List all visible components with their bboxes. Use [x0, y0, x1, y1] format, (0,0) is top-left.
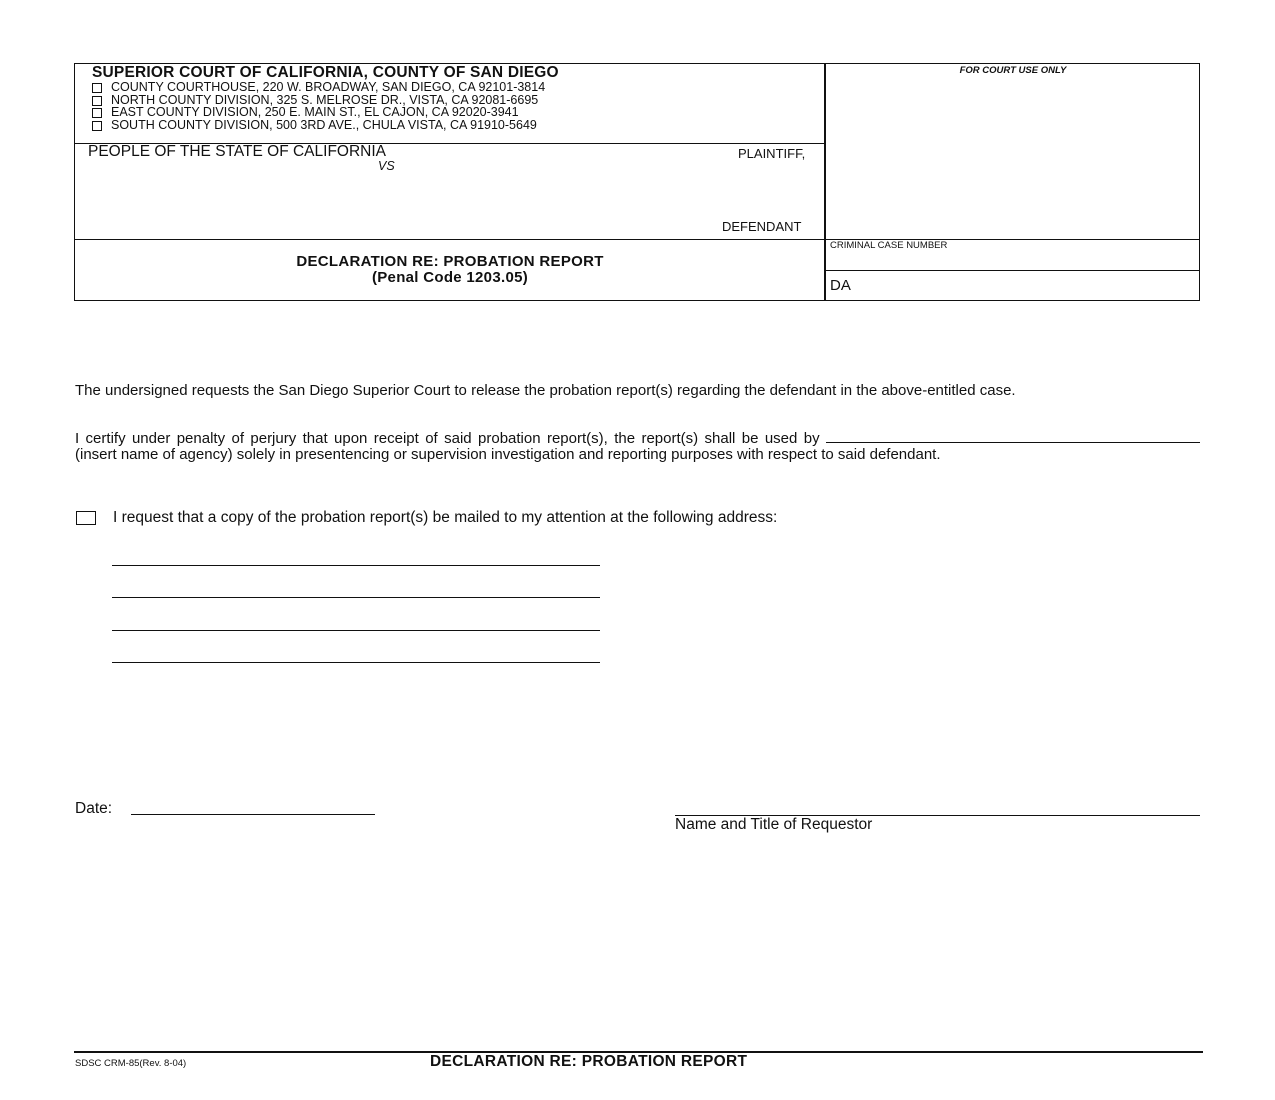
- court-use-label: FOR COURT USE ONLY: [959, 65, 1067, 76]
- caption-divider-case-number: [825, 270, 1200, 271]
- case-number-field[interactable]: DA: [830, 277, 851, 294]
- address-line-2[interactable]: [112, 597, 600, 598]
- location-checkbox[interactable]: [92, 108, 102, 118]
- location-option-south-county[interactable]: [92, 119, 537, 132]
- certification-text-end: (insert name of agency) solely in presentencing or supervision investigation and reporting purposes with respect to said defendant.: [75, 446, 941, 463]
- case-number-label: CRIMINAL CASE NUMBER: [830, 240, 948, 251]
- address-line-1[interactable]: [112, 565, 600, 566]
- plaintiff-name: PEOPLE OF THE STATE OF CALIFORNIA: [88, 143, 386, 160]
- document-subtitle: (Penal Code 1203.05): [371, 269, 529, 286]
- location-label: NORTH COUNTY DIVISION, 325 S. MELROSE DR., VISTA, CA 92081-6695: [111, 93, 539, 107]
- date-label: Date:: [75, 800, 113, 817]
- defendant-label: DEFENDANT: [722, 219, 802, 234]
- location-checkbox[interactable]: [92, 121, 102, 131]
- document-title: DECLARATION RE: PROBATION REPORT: [296, 253, 604, 270]
- location-label: SOUTH COUNTY DIVISION, 500 3RD AVE., CHULA VISTA, CA 91910-5649: [111, 118, 537, 132]
- document-title-block: [76, 254, 824, 286]
- form-id: SDSC CRM-85(Rev. 8-04): [75, 1058, 187, 1069]
- court-title: SUPERIOR COURT OF CALIFORNIA, COUNTY OF SAN DIEGO: [92, 64, 559, 81]
- address-line-3[interactable]: [112, 630, 600, 631]
- location-checkbox[interactable]: [92, 96, 102, 106]
- date-field[interactable]: [131, 814, 375, 815]
- address-line-4[interactable]: [112, 662, 600, 663]
- footer-title: DECLARATION RE: PROBATION REPORT: [430, 1053, 748, 1070]
- versus-label: VS: [378, 159, 395, 173]
- plaintiff-label: PLAINTIFF,: [738, 146, 806, 161]
- agency-name-field[interactable]: [826, 430, 1200, 443]
- mail-request-checkbox[interactable]: [76, 511, 96, 525]
- requestor-label: Name and Title of Requestor: [675, 816, 873, 833]
- certification-text-start: I certify under penalty of perjury that upon receipt of said probation report(s), the report(s) shall be used by: [75, 430, 820, 447]
- caption-divider-parties: [74, 239, 1200, 240]
- location-label: COUNTY COURTHOUSE, 220 W. BROADWAY, SAN DIEGO, CA 92101-3814: [111, 80, 546, 94]
- mail-request-label: I request that a copy of the probation report(s) be mailed to my attention at the following address:: [113, 509, 778, 526]
- certification-paragraph: [75, 430, 1200, 463]
- mail-request-option[interactable]: [76, 509, 777, 527]
- release-request-paragraph: The undersigned requests the San Diego Superior Court to release the probation report(s) regarding the defendant in the above-entitled case.: [75, 382, 1016, 399]
- location-label: EAST COUNTY DIVISION, 250 E. MAIN ST., EL CAJON, CA 92020-3941: [111, 105, 519, 119]
- location-checkbox[interactable]: [92, 83, 102, 93]
- caption-divider-vertical: [824, 63, 826, 301]
